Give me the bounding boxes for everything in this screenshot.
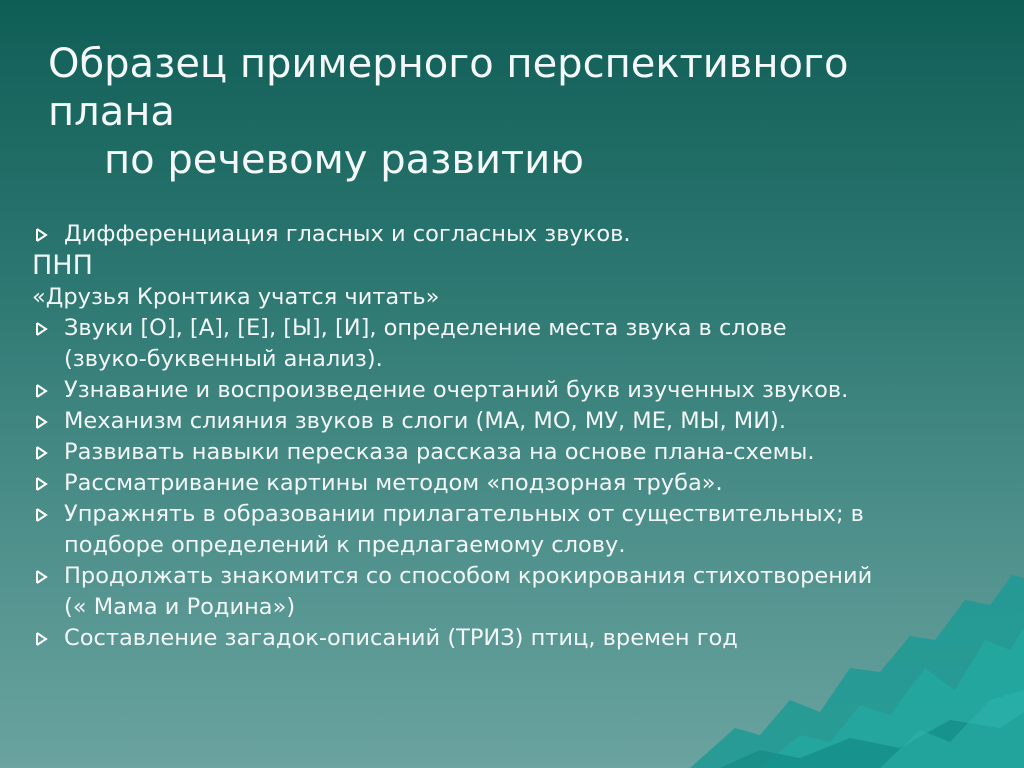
list-item-text: Узнавание и воспроизведение очертаний букв изученных звуков. bbox=[64, 377, 849, 403]
list-item-text: Составление загадок-описаний (ТРИЗ) птиц, времен год bbox=[64, 625, 738, 651]
arrow-bullet-icon bbox=[30, 375, 52, 406]
section-subheading bbox=[30, 282, 990, 313]
list-item-text: Развивать навыки пересказа рассказа на основе плана-схемы. bbox=[64, 439, 815, 465]
list-item-text: Рассматривание картины методом «подзорная труба». bbox=[64, 470, 723, 496]
list-item bbox=[30, 313, 990, 375]
list-item-text-continued: подборе определений к предлагаемому слову. bbox=[64, 532, 626, 558]
arrow-bullet-icon bbox=[30, 468, 52, 499]
list-item-text: Упражнять в образовании прилагательных от существительных; в bbox=[64, 501, 864, 527]
list-item-text: Продолжать знакомится со способом крокирования стихотворений bbox=[64, 563, 873, 589]
section-heading-text: ПНП bbox=[32, 250, 93, 281]
section-subheading-text: «Друзья Кронтика учатся читать» bbox=[32, 284, 440, 310]
list-item-text: Механизм слияния звуков в слоги (МА, МО, МУ, МЕ, МЫ, МИ). bbox=[64, 408, 786, 434]
list-item bbox=[30, 219, 990, 250]
list-item-text-continued: (звуко-буквенный анализ). bbox=[64, 346, 383, 372]
list-item-text: Дифференциация гласных и согласных звуков. bbox=[64, 221, 631, 247]
list-item bbox=[30, 437, 990, 468]
list-item bbox=[30, 406, 990, 437]
list-item bbox=[30, 375, 990, 406]
arrow-bullet-icon bbox=[30, 561, 52, 592]
list-item bbox=[30, 468, 990, 499]
arrow-bullet-icon bbox=[30, 623, 52, 654]
arrow-bullet-icon bbox=[30, 437, 52, 468]
arrow-bullet-icon bbox=[30, 499, 52, 530]
arrow-bullet-icon bbox=[30, 219, 52, 250]
section-heading bbox=[30, 250, 990, 282]
title-line-1: Образец примерного перспективного плана bbox=[48, 41, 849, 135]
list-item bbox=[30, 499, 990, 561]
list-item-text: Звуки [О], [А], [Е], [Ы], [И], определение места звука в слове bbox=[64, 315, 787, 341]
arrow-bullet-icon bbox=[30, 406, 52, 437]
list-item bbox=[30, 561, 990, 623]
slide-title bbox=[48, 40, 988, 184]
list-item-text-continued: (« Мама и Родина») bbox=[64, 594, 296, 620]
slide-content bbox=[30, 219, 990, 654]
list-item bbox=[30, 623, 990, 654]
arrow-bullet-icon bbox=[30, 313, 52, 344]
title-line-2: по речевому развитию bbox=[104, 137, 584, 183]
